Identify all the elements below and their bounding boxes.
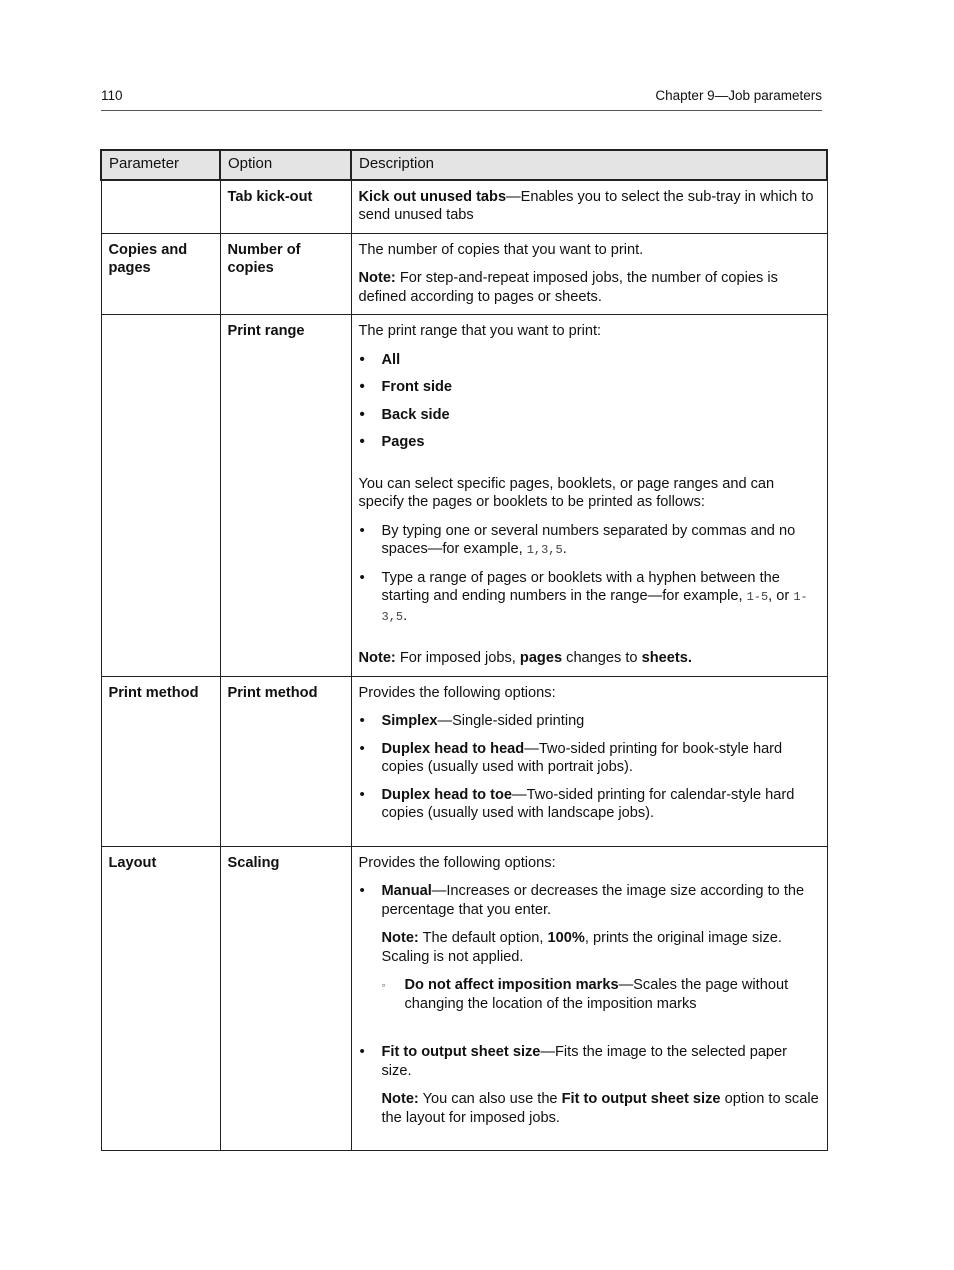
column-header-description: Description <box>351 150 827 180</box>
list-item: • Manual—Increases or decreases the image size according to the percentage that you enter. Note: The default option, 100%, prints the original image size. Scaling is not applied. ◦ Do not affect imposition marks—Scales the page without changing the location of the imposition marks <box>359 882 820 1034</box>
list-item: • Fit to output sheet size—Fits the image to the selected paper size. Note: You can also use the Fit to output sheet size option to scale the layout for imposed jobs. <box>359 1043 820 1127</box>
page-number: 110 <box>101 88 123 103</box>
note: Note: The default option, 100%, prints the original image size. Scaling is not applied. <box>381 930 782 965</box>
term-description: —Enables you to select the sub-tray in which to send unused tabs <box>358 188 814 223</box>
parameter-name: Print method <box>108 684 199 701</box>
parameter-cell <box>101 233 220 315</box>
list-item: • Simplex—Single-sided printing <box>359 712 820 731</box>
note-label: Note: <box>358 650 396 666</box>
description-text: You can select specific pages, booklets, or page ranges and can specify the pages or booklets to be printed as follows: <box>358 475 775 510</box>
note-label: Note: <box>358 270 396 286</box>
parameter-cell <box>101 846 220 1151</box>
list-item: • Back side <box>359 406 820 425</box>
option-cell <box>220 315 351 677</box>
list-item: • Front side <box>359 378 820 397</box>
list-item: • Type a range of pages or booklets with a hyphen between the starting and ending numbers in the range—for example, 1-5, or 1-3,5. <box>359 569 820 627</box>
note: Note: For imposed jobs, pages changes to sheets. <box>358 650 692 666</box>
option-cell <box>220 846 351 1151</box>
option-name: Print range <box>227 323 305 339</box>
description-cell <box>351 315 827 677</box>
parameter-name: Copies and pages <box>108 241 188 276</box>
table-header-row <box>101 150 827 180</box>
list-item: • Pages <box>359 433 820 452</box>
table-row <box>101 233 827 315</box>
note-label: Note: <box>381 930 419 946</box>
note-text: For step-and-repeat imposed jobs, the number of copies is defined according to pages or sheets. <box>358 270 778 305</box>
option-cell <box>220 180 351 234</box>
table-row <box>101 846 827 1151</box>
description-cell <box>351 233 827 315</box>
option-name: Number of copies <box>227 241 301 276</box>
description-cell <box>351 846 827 1151</box>
column-header-option: Option <box>220 150 351 180</box>
manual-sub-options <box>382 976 820 1013</box>
description-cell <box>351 180 827 234</box>
list-item: • Duplex head to toe—Two-sided printing for calendar-style hard copies (usually used with landscape jobs). <box>359 786 820 823</box>
print-range-choices <box>359 351 820 452</box>
parameter-cell <box>101 315 220 677</box>
table-row <box>101 180 827 234</box>
option-cell <box>220 676 351 846</box>
note: Note: You can also use the Fit to output sheet size option to scale the layout for imposed jobs. <box>381 1091 819 1126</box>
code-example: 1,3,5 <box>526 543 563 557</box>
option-name: Tab kick-out <box>227 188 313 205</box>
table-row <box>101 676 827 846</box>
scaling-options <box>359 882 820 1127</box>
parameter-name: Layout <box>108 854 157 871</box>
parameter-cell <box>101 676 220 846</box>
page-selection-methods <box>359 522 820 627</box>
description-text: Provides the following options: <box>358 684 556 701</box>
parameter-cell <box>101 180 220 234</box>
list-item: • Duplex head to head—Two-sided printing for book-style hard copies (usually used with portrait jobs). <box>359 740 820 777</box>
print-method-options <box>359 712 820 823</box>
description-text: The number of copies that you want to print. <box>358 241 644 258</box>
code-example: 1-5 <box>746 590 769 604</box>
description-text: The print range that you want to print: <box>358 323 602 339</box>
description-text: Provides the following options: <box>358 854 556 871</box>
option-name: Scaling <box>227 854 280 871</box>
code-example: 1-3,5 <box>381 590 808 624</box>
term: Kick out unused tabs <box>358 188 507 205</box>
description-cell <box>351 676 827 846</box>
list-item: ◦ Do not affect imposition marks—Scales the page without changing the location of the imposition marks <box>382 976 820 1013</box>
page-header <box>101 88 822 111</box>
list-item: • By typing one or several numbers separated by commas and no spaces—for example, 1,3,5. <box>359 522 820 560</box>
chapter-title: Chapter 9—Job parameters <box>655 88 822 103</box>
column-header-parameter: Parameter <box>101 150 220 180</box>
option-cell <box>220 233 351 315</box>
note-label: Note: <box>381 1091 419 1107</box>
table-row <box>101 315 827 677</box>
option-name: Print method <box>227 684 318 701</box>
list-item: • All <box>359 351 820 370</box>
parameters-table <box>100 149 828 1151</box>
note <box>359 269 820 306</box>
